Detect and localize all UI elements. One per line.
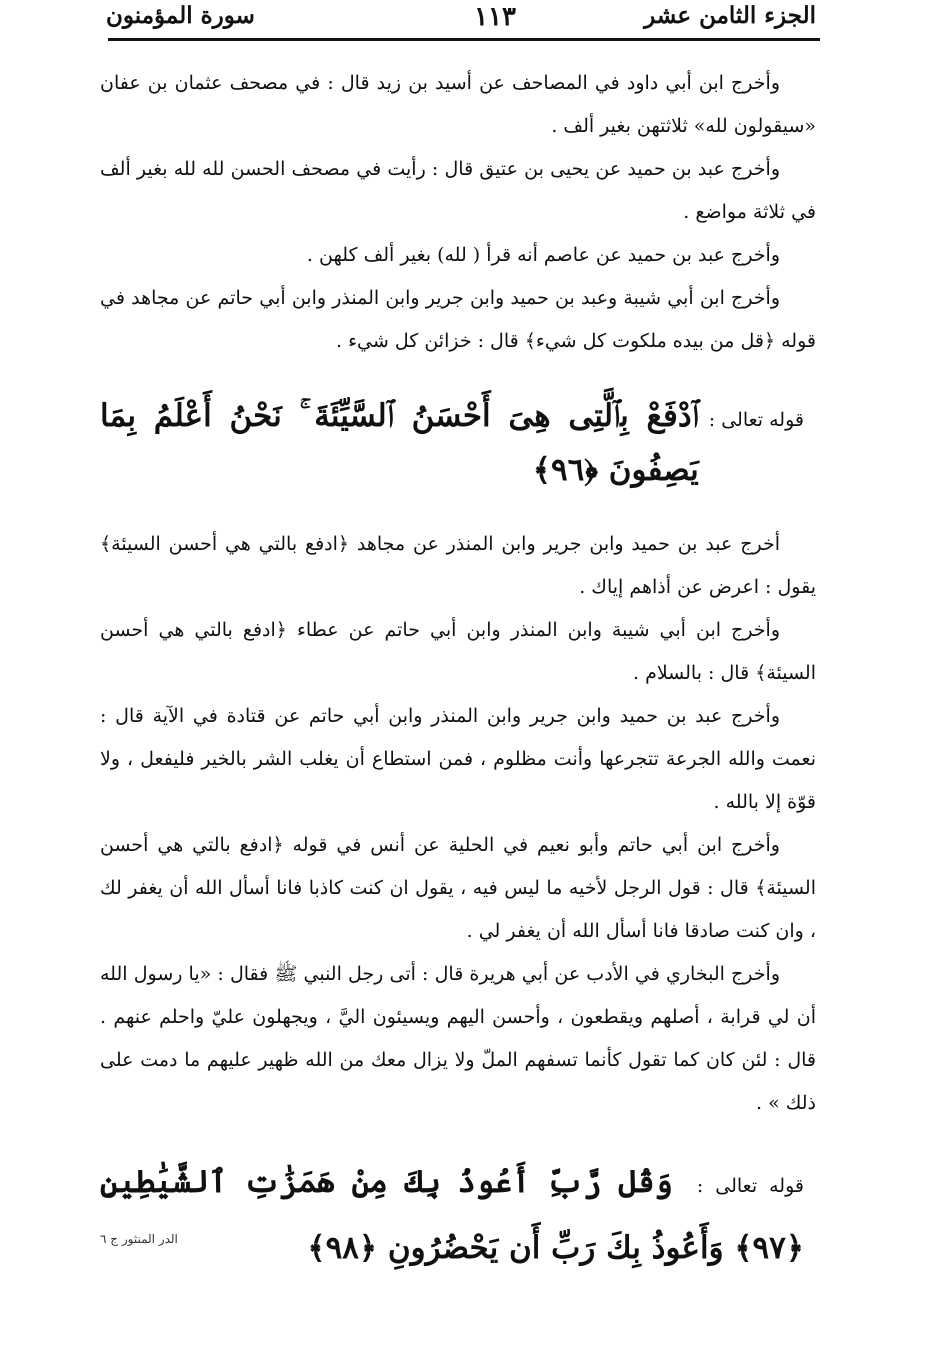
header-rule [108,38,820,41]
paragraph: وأخرج ابن أبي شيبة وعبد بن حميد وابن جرير وابن المنذر وابن أبي حاتم عن مجاهد في قوله ﴿قل من بيده ملكوت كل شيء﴾ قال : خزائن كل شيء . [100,287,816,352]
paragraph: وأخرج ابن أبي شيبة وابن المنذر وابن أبي حاتم عن عطاء ﴿ادفع بالتي هي أحسن السيئة﴾ قال : بالسلام . [100,619,816,684]
page-number: ١١٣ [474,2,516,32]
part-title: الجزء الثامن عشر [644,2,816,29]
paragraph: وأخرج عبد بن حميد وابن جرير وابن المنذر وابن أبي حاتم عن قتادة في الآية قال : نعمت والله الجرعة تتجرعها وأنت مظلوم ، فمن استطاع أن يغلب الشر بالخير فليفعل ، ولا قوّة إلا بالله . [100,705,816,813]
verse-heading-97-98 [100,1151,816,1283]
verse-label: قوله تعالى : [696,1175,804,1197]
paragraph: وأخرج ابن أبي حاتم وأبو نعيم في الحلية عن أنس في قوله ﴿ادفع بالتي هي أحسن السيئة﴾ قال : قول الرجل لأخيه ما ليس فيه ، يقول ان كنت كاذبا فانا أسأل الله أن يغفر لك ، وان كنت صادقا فانا أسأل الله أن يغفر لي . [100,834,816,942]
paragraph: وأخرج ابن أبي داود في المصاحف عن أسيد بن زيد قال : في مصحف عثمان بن عفان «سيقولون لله» ثلاثتهن بغير ألف . [100,72,816,137]
paragraph: وأخرج البخاري في الأدب عن أبي هريرة قال : أتى رجل النبي ﷺ فقال : «يا رسول الله أن لي قرابة ، أصلهم ويقطعون ، وأحسن اليهم ويسيئون اليَّ ، ويجهلون عليّ واحلم عنهم . قال : لئن كان كما تقول كأنما تسفهم الملّ ولا يزال معك من الله ظهير عليهم ما دمت على ذلك » . [100,963,816,1114]
verse-text: وَقُل رَّبِّ أَعُوذُ بِكَ مِنْ هَمَزَٰتِ ٱلشَّيَٰطِينِ ﴿٩٧﴾ وَأَعُوذُ بِكَ رَبِّ أَن يَحْضُرُونِ ﴿٩٨﴾ [100,1164,804,1266]
verse-heading-96 [100,389,816,497]
page-header [100,0,816,38]
surah-title: سورة المؤمنون [106,2,255,29]
page-body [100,62,816,1283]
paragraph: وأخرج عبد بن حميد عن عاصم أنه قرأ ( لله) بغير ألف كلهن . [306,244,780,266]
paragraph: وأخرج عبد بن حميد عن يحيى بن عتيق قال : رأيت في مصحف الحسن لله لله بغير ألف في ثلاثة مواضع . [100,158,816,223]
paragraph: أخرج عبد بن حميد وابن جرير وابن المنذر عن مجاهد ﴿ادفع بالتي هي أحسن السيئة﴾ يقول : اعرض عن أذاهم إياك . [100,533,816,598]
verse-label: قوله تعالى : [708,409,804,431]
footnote: الدر المنثور ج ٦ [100,1232,178,1246]
verse-text: ٱدْفَعْ بِٱلَّتِى هِىَ أَحْسَنُ ٱلسَّيِّئَةَ ۚ نَحْنُ أَعْلَمُ بِمَا يَصِفُونَ ﴿٩٦﴾ [100,398,699,488]
